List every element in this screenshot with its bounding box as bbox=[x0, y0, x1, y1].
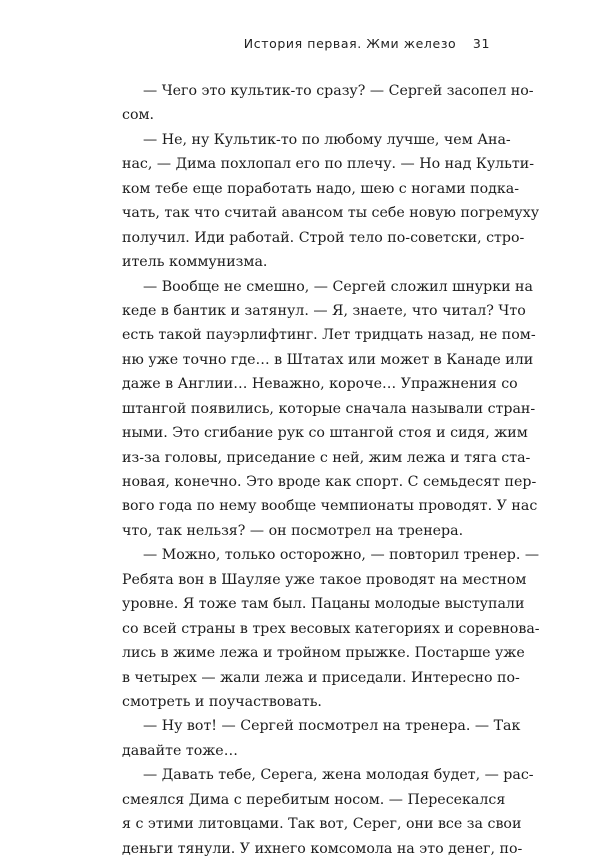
page-number: 31 bbox=[472, 36, 490, 51]
paragraph-line: вого года по нему вообще чемпионаты проводят. У нас bbox=[122, 498, 538, 515]
paragraph-line: давайте тоже… bbox=[122, 742, 238, 759]
paragraph-line: лись в жиме лежа и тройном прыжке. Постарше уже bbox=[122, 645, 525, 662]
paragraph-line: ню уже точно где… в Штатах или может в Канаде или bbox=[122, 351, 534, 368]
paragraph-first-line: — Можно, только осторожно, — повторил тренер. — bbox=[143, 547, 540, 564]
paragraph-first-line: — Давать тебе, Серега, жена молодая будет, — рас- bbox=[143, 767, 534, 784]
paragraph-line: кеде в бантик и затянул. — Я, знаете, что читал? Что bbox=[122, 302, 526, 319]
paragraph-first-line: — Не, ну Культик-то по любому лучше, чем Ана- bbox=[143, 131, 511, 148]
paragraph-line: смеялся Дима с перебитым носом. — Пересекался bbox=[122, 791, 506, 808]
paragraph-line: деньги тянули. У ихнего комсомола на это денег, по- bbox=[122, 840, 523, 857]
paragraph-line: получил. Иди работай. Строй тело по-советски, стро- bbox=[122, 229, 525, 246]
paragraph-line: уровне. Я тоже там был. Пацаны молодые выступали bbox=[122, 596, 525, 613]
paragraph-first-line: — Вообще не смешно, — Сергей сложил шнурки на bbox=[143, 278, 533, 295]
paragraph-line: есть такой пауэрлифтинг. Лет тридцать назад, не пом- bbox=[122, 327, 536, 344]
paragraph-first-line: — Ну вот! — Сергей посмотрел на тренера. — Так bbox=[143, 718, 521, 735]
paragraph-line: новая, конечно. Это вроде как спорт. С семьдесят пер- bbox=[122, 474, 537, 490]
body-text bbox=[122, 79, 540, 861]
paragraph-line: чать, так что считай авансом ты себе новую погремуху bbox=[122, 205, 540, 222]
paragraph-line: я с этими литовцами. Так вот, Серег, они все за свои bbox=[122, 816, 522, 833]
paragraph-line: из-за головы, приседание с ней, жим лежа и тяга ста- bbox=[122, 449, 531, 466]
paragraph-line: итель коммунизма. bbox=[122, 254, 268, 271]
paragraph-line: Ребята вон в Шауляе уже такое проводят на местном bbox=[122, 571, 527, 588]
paragraph-line: со всей страны в трех весовых категориях и соревнова- bbox=[122, 620, 540, 637]
paragraph-first-line: — Чего это культик-то сразу? — Сергей засопел но- bbox=[143, 83, 534, 99]
paragraph-line: даже в Англии… Неважно, короче… Упражнения со bbox=[122, 376, 518, 393]
running-header bbox=[244, 36, 490, 51]
paragraph-line: ными. Это сгибание рук со штангой стоя и сидя, жим bbox=[122, 425, 528, 442]
paragraph-line: что, так нельзя? — он посмотрел на тренера. bbox=[122, 522, 464, 539]
paragraph-line: ком тебе еще поработать надо, шею с ногами подка- bbox=[122, 180, 520, 197]
paragraph-line: нас, — Дима похлопал его по плечу. — Но над Культи- bbox=[122, 156, 535, 173]
paragraph-line: штангой появились, которые сначала называли стран- bbox=[122, 400, 536, 417]
paragraph-line: сом. bbox=[122, 107, 155, 124]
paragraph-line: смотреть и поучаствовать. bbox=[122, 693, 322, 710]
paragraph-line: в четырех — жали лежа и приседали. Интересно по- bbox=[122, 669, 520, 686]
chapter-title: История первая. Жми железо bbox=[243, 36, 457, 51]
